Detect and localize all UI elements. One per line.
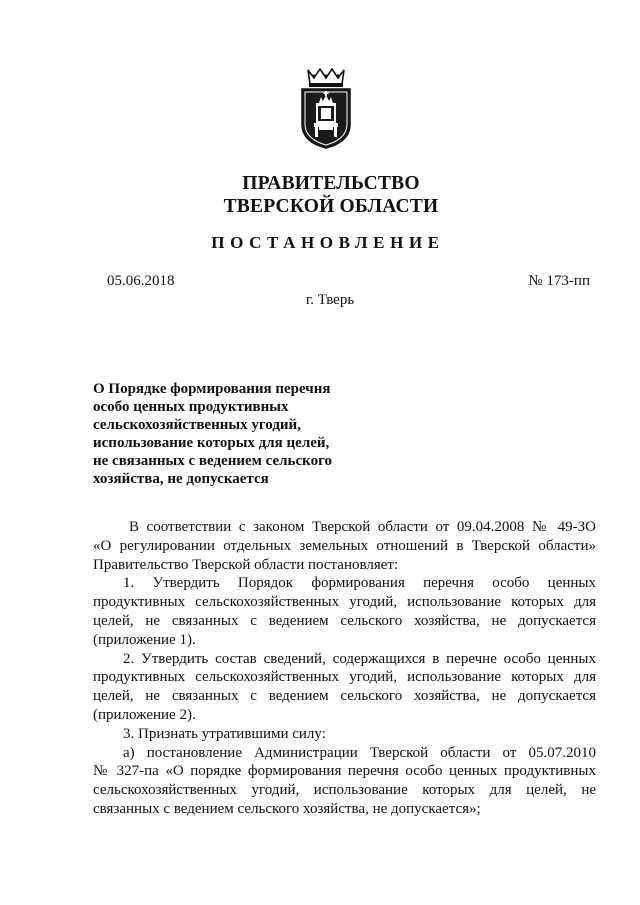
body-line: целей, не связанных с ведением сельского хозяйства, не допускается — [93, 688, 596, 705]
document-type-title: ПОСТАНОВЛЕНИЕ — [211, 233, 445, 252]
subject-line: хозяйства, не допускается — [93, 471, 269, 487]
body-line: продуктивных сельскохозяйственных угодий, использование которых для — [93, 669, 596, 686]
body-line: (приложение 2). — [93, 706, 196, 723]
body-line: 3. Признать утратившими силу: — [123, 725, 326, 742]
subject-line: особо ценных продуктивных — [93, 399, 289, 415]
document-body — [93, 518, 596, 819]
subject-line: сельскохозяйственных угодий, — [93, 417, 301, 433]
body-line: а) постановление Администрации Тверской области от 05.07.2010 — [123, 744, 596, 761]
body-line: 2. Утвердить состав сведений, содержащихся в перечне особо ценных — [123, 650, 596, 667]
body-line: целей, не связанных с ведением сельского хозяйства, не допускается — [93, 612, 596, 629]
body-line: № 327-па «О порядке формирования перечня особо ценных продуктивных — [93, 763, 596, 780]
body-line: продуктивных сельскохозяйственных угодий, использование которых для — [93, 594, 596, 611]
body-line: сельскохозяйственных угодий, использование которых для целей, не — [93, 782, 596, 799]
document-subject — [93, 380, 353, 488]
body-line: В соответствии с законом Тверской области от 09.04.2008 № 49-ЗО — [129, 519, 596, 535]
document-date: 05.06.2018 — [107, 273, 175, 289]
subject-line: не связанных с ведением сельского — [93, 453, 333, 469]
organization-name-line-1: ПРАВИТЕЛЬСТВО — [242, 173, 420, 194]
document-number: № 173-пп — [528, 273, 590, 289]
subject-line: О Порядке формирования перечня — [93, 381, 331, 397]
body-line: (приложение 1). — [93, 631, 196, 648]
organization-name-line-2: ТВЕРСКОЙ ОБЛАСТИ — [223, 196, 439, 217]
subject-line: использование которых для целей, — [93, 435, 330, 451]
body-line: Правительство Тверской области постановляет: — [93, 556, 399, 573]
body-line: 1. Утвердить Порядок формирования перечня особо ценных — [123, 575, 596, 592]
document-city: г. Тверь — [305, 292, 355, 308]
body-line: связанных с ведением сельского хозяйства, не допускается»; — [93, 800, 481, 817]
tver-coat-of-arms-icon — [296, 68, 356, 150]
body-line: «О регулировании отдельных земельных отношений в Тверской области» — [93, 537, 596, 554]
